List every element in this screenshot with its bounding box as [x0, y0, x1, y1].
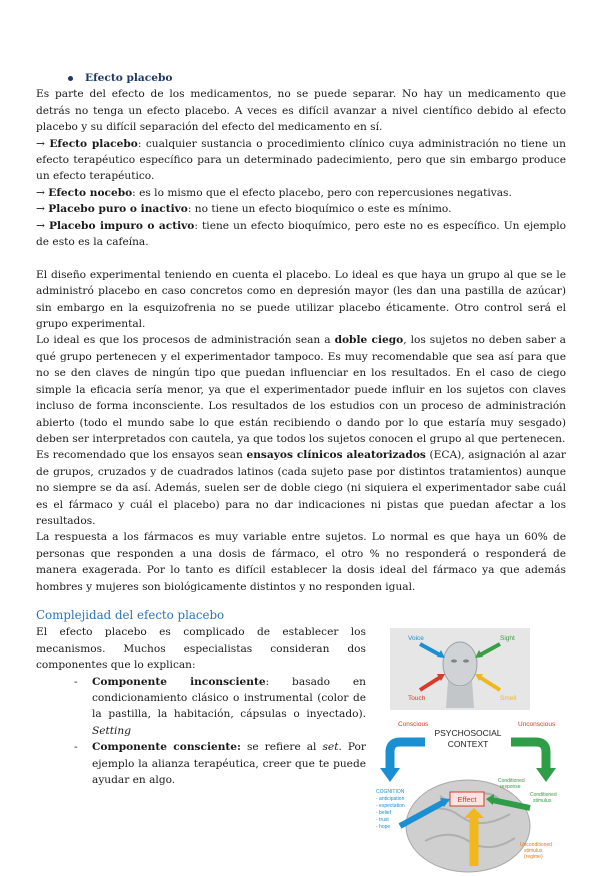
- sense-label: Touch: [408, 695, 426, 703]
- cognition-label: - belief: [376, 810, 392, 817]
- design-paragraph: El diseño experimental teniendo en cuenta el placebo. Lo ideal es que haya un grupo al que se le administró placebo en caso concretos como en depresión mayor (les dan una pastilla de azúcar) sin embargo en la esquizofrenia no se puede utilizar placebo éticamente. Otro control será el grupo experimental.: [36, 268, 566, 331]
- diagram-title: CONTEXT: [447, 739, 489, 750]
- senses-figure: [390, 628, 530, 710]
- conditioned-stimulus-label: Conditioned: [530, 792, 557, 799]
- conditioned-response-label: Conditioned: [498, 778, 525, 785]
- bullet-icon: [68, 76, 73, 81]
- list-item: - Componente inconsciente: basado en condicionamiento clásico o instrumental (color de la pastilla, la habitación, cápsulas o inyectado). Setting: [74, 675, 367, 737]
- definition-item: → Placebo puro o inactivo: no tiene un efecto bioquímico o este es mínimo.: [36, 203, 452, 216]
- list-item: - Componente consciente: se refiere al set. Por ejemplo la alianza terapéutica, creer que te puede ayudar en algo.: [74, 741, 366, 787]
- head-icon: [443, 642, 477, 686]
- section-title-complejidad: Complejidad del efecto placebo: [36, 607, 225, 622]
- definition-item: → Efecto placebo: cualquier sustancia o procedimiento clínico cuya administración no tiene un efecto terapéutico específico para un determinado padecimiento, pero que sin embargo produce un efecto terapéutico.: [36, 137, 566, 183]
- document-page: [36, 70, 566, 876]
- sense-label: Smell: [500, 695, 517, 703]
- cognition-label: - trust: [376, 817, 389, 824]
- complexity-intro: El efecto placebo es complicado de establecer los mecanismos. Muchos especialistas consideran dos componentes que lo explican:: [36, 626, 366, 672]
- cognition-label: COGNITION: [376, 789, 405, 796]
- eca-paragraph: Es recomendado que los ensayos sean ensayos clínicos aleatorizados (ECA), asignación al azar de grupos, cruzados y de cuadrados latinos (cada sujeto pase por distintos tratamientos) aunque no siempre se da así. Además, suelen ser de doble ciego (ni siquiera el experimentador sabe cuál es el fármaco y cuál el placebo) para no dar indicaciones ni pistas que puedan afectar a los resultados.: [36, 449, 566, 527]
- effect-label: Effect: [457, 795, 477, 805]
- eye-icon: [451, 660, 457, 663]
- psychosocial-context-figure: [370, 716, 566, 876]
- unconditioned-label: (regime): [524, 854, 543, 861]
- conscious-label: Conscious: [398, 721, 429, 729]
- unconditioned-label: Unconditioned: [520, 842, 552, 849]
- sense-label: Sight: [500, 635, 515, 643]
- conditioned-response-label: response: [500, 784, 521, 791]
- definition-item: → Placebo impuro o activo: tiene un efecto bioquímico, pero este no es específico. Un ejemplo de esto es la cafeína.: [36, 219, 566, 249]
- diagram-title: PSYCHOSOCIAL: [434, 728, 502, 739]
- definition-item: → Efecto nocebo: es lo mismo que el efecto placebo, pero con repercusiones negativas.: [36, 186, 512, 199]
- sense-label: Voice: [408, 635, 424, 643]
- heading-efecto-placebo: Efecto placebo: [68, 70, 566, 86]
- conditioned-stimulus-label: stimulus: [533, 798, 552, 805]
- eye-icon: [463, 660, 469, 663]
- unconscious-label: Unconscious: [518, 721, 556, 729]
- intro-paragraph: Es parte del efecto de los medicamentos, no se puede separar. No hay un medicamento que detrás no tenga un efecto placebo. A veces es difícil avanzar a nivel científico debido al efecto placebo y su difícil separación del efecto del medicamento en sí.: [36, 88, 566, 134]
- blind-paragraph: Lo ideal es que los procesos de administración sean a doble ciego, los sujetos no deben saber a qué grupo pertenecen y el experimentador tampoco. Es muy recomendable que sea así para que no se den claves de ningún tipo que puedan influenciar en los resultados. En el caso de ciego simple la eficacia sería menor, ya que el experimentador puede influir en los sujetos con claves incluso de forma inconsciente. Los resultados de los estudios con un proceso de administración abierto (todo el mundo sabe lo que están recibiendo o dando por lo que estaría muy sesgado) deben ser interpretados con cautela, ya que todos los sujetos conocen el grupo al que pertenecen.: [36, 334, 566, 445]
- cognition-label: - hope: [376, 824, 391, 831]
- response-paragraph: La respuesta a los fármacos es muy variable entre sujetos. Lo normal es que haya un 60% de personas que responden a una dosis de fármaco, el otro % no responderá o responderá de manera exagerada. Por lo tanto es difícil establecer la dosis ideal del fármaco ya que además hombres y mujeres son biológicamente distintos y no responden igual.: [36, 531, 566, 593]
- cognition-label: - anticipation: [376, 796, 405, 803]
- unconditioned-label: stimulus: [524, 848, 543, 855]
- cognition-label: - expectation: [376, 803, 405, 810]
